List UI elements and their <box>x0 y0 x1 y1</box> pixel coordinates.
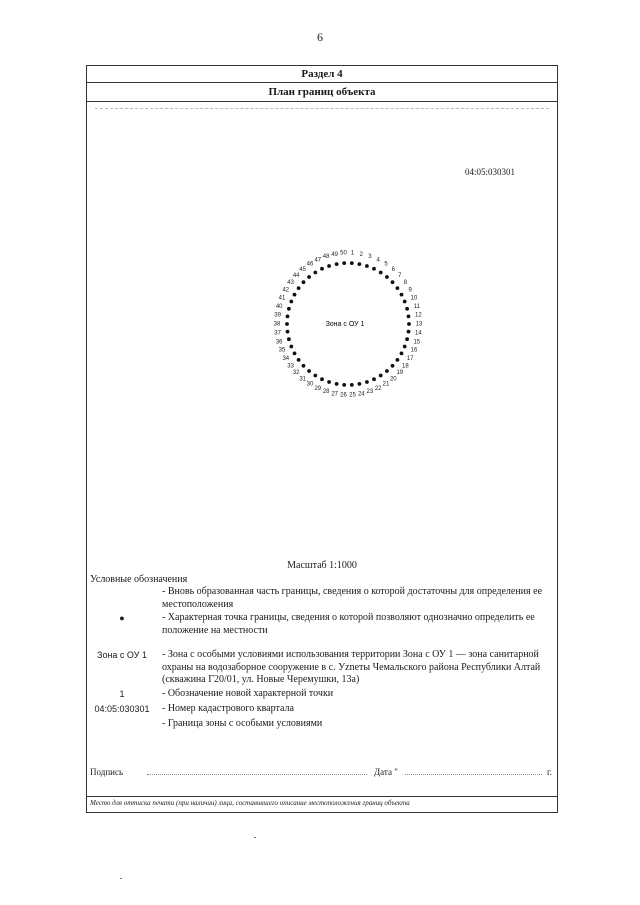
boundary-point <box>379 271 383 275</box>
boundary-point <box>335 382 339 386</box>
legend-text: - Обозначение новой характерной точки <box>162 688 334 699</box>
point-number-label: 43 <box>287 279 294 286</box>
plan-title: План границ объекта <box>87 83 557 102</box>
boundary-point <box>350 383 354 387</box>
point-number-label: 10 <box>410 295 418 302</box>
point-number-label: 50 <box>340 250 347 257</box>
point-number-label: 21 <box>382 381 390 388</box>
point-number-label: 37 <box>274 330 281 337</box>
point-number-label: 47 <box>314 257 322 264</box>
boundary-point <box>379 374 383 378</box>
point-number-label: 11 <box>413 303 420 310</box>
boundary-point <box>365 380 369 384</box>
point-number-label: 36 <box>275 339 283 346</box>
boundary-point <box>307 275 311 279</box>
boundary-point <box>313 374 317 378</box>
point-number-label: 1 <box>350 250 355 257</box>
scan-speck <box>120 878 122 879</box>
boundary-point <box>391 280 395 284</box>
point-number-label: 31 <box>299 376 307 383</box>
footer-divider <box>87 796 557 797</box>
date-label: Дата " <box>374 767 398 777</box>
point-number-label: 23 <box>366 389 374 396</box>
section-title: Раздел 4 <box>87 66 557 83</box>
signature-line <box>147 774 367 775</box>
legend-text: - Вновь образованная часть границы, сведения о которой достаточны для определения ее местоположения <box>162 586 543 610</box>
point-number-label: 28 <box>322 389 330 396</box>
boundary-point <box>372 377 376 381</box>
point-number-label: 49 <box>331 251 339 258</box>
boundary-point <box>396 358 400 362</box>
point-number-label: 25 <box>349 392 356 399</box>
date-line <box>405 774 542 775</box>
boundary-point <box>307 369 311 373</box>
point-number-label: 3 <box>368 254 372 261</box>
boundary-point <box>372 267 376 271</box>
legend-title: Условные обозначения <box>90 574 188 585</box>
point-number-label: 14 <box>415 330 422 337</box>
boundary-point <box>403 345 407 349</box>
legend-symbol: 04:05:030301 <box>94 704 150 714</box>
boundary-point <box>403 300 407 304</box>
stamp-place-caption: Место для оттиска печати (при наличии) лица, составившего описание местоположения границ объекта <box>90 799 410 807</box>
boundary-point <box>286 330 290 334</box>
boundary-point <box>407 330 411 334</box>
point-number-label: 48 <box>322 254 330 261</box>
boundary-point <box>342 261 346 265</box>
boundary-point <box>289 345 293 349</box>
boundary-point <box>287 307 291 311</box>
legend-text: - Номер кадастрового квартала <box>162 703 294 714</box>
boundary-point <box>313 271 317 275</box>
point-number-label: 19 <box>396 370 404 377</box>
boundary-point <box>342 383 346 387</box>
point-number-label: 29 <box>314 385 322 392</box>
boundary-point <box>285 322 289 326</box>
point-number-label: 40 <box>275 303 283 310</box>
boundary-point <box>320 377 324 381</box>
point-number-label: 15 <box>413 339 421 346</box>
boundary-point <box>400 352 404 356</box>
date-year-suffix: г. <box>547 767 552 777</box>
legend-text: - Граница зоны с особыми условиями <box>162 718 323 729</box>
point-number-label: 13 <box>415 321 423 328</box>
boundary-point <box>391 364 395 368</box>
point-number-label: 18 <box>402 363 409 370</box>
point-number-label: 46 <box>306 261 314 268</box>
boundary-point <box>365 264 369 268</box>
boundary-point <box>297 358 301 362</box>
point-number-label: 30 <box>306 381 314 388</box>
point-number-label: 9 <box>408 287 412 294</box>
zone-label: Зона с ОУ 1 <box>325 320 365 328</box>
boundary-point <box>385 275 389 279</box>
document-frame <box>86 65 558 813</box>
boundary-point <box>407 315 411 319</box>
point-number-label: 7 <box>398 272 402 279</box>
boundary-point <box>400 293 404 297</box>
point-number-label: 4 <box>376 257 380 264</box>
boundary-point <box>293 293 297 297</box>
boundary-point <box>327 264 331 268</box>
boundary-point <box>385 369 389 373</box>
point-number-label: 26 <box>340 392 347 399</box>
point-number-label: 22 <box>374 385 382 392</box>
boundary-plan <box>87 66 557 556</box>
point-number-label: 8 <box>403 279 408 286</box>
point-number-label: 5 <box>384 261 388 268</box>
boundary-point <box>302 364 306 368</box>
point-number-label: 44 <box>292 272 300 279</box>
boundary-point <box>302 280 306 284</box>
boundary-point <box>335 262 339 266</box>
point-number-label: 12 <box>415 312 422 319</box>
point-number-label: 27 <box>331 391 339 398</box>
boundary-point <box>287 337 291 341</box>
boundary-point <box>396 286 400 290</box>
boundary-point <box>405 307 409 311</box>
point-number-label: 33 <box>287 363 294 370</box>
boundary-point <box>293 352 297 356</box>
legend-symbol: 1 <box>119 689 125 699</box>
scan-speck <box>254 837 256 838</box>
scale-text: Масштаб 1:1000 <box>287 560 357 571</box>
point-number-label: 16 <box>410 347 418 354</box>
point-number-label: 17 <box>406 355 414 362</box>
point-number-label: 24 <box>357 391 365 398</box>
signature-label: Подпись <box>90 767 124 777</box>
point-number-label: 38 <box>273 321 281 328</box>
point-number-label: 39 <box>274 312 281 319</box>
boundary-point <box>358 382 362 386</box>
boundary-point <box>405 337 409 341</box>
legend-text: - Зона с особыми условиями использования территории Зона с ОУ 1 — зона санитарной охраны на водозаборное сооружение в с. Уznеты Чемальского района Республики Алтай (скважина Г20/01, ул. Новые Черемушки, 13а) <box>162 649 541 685</box>
point-number-label: 35 <box>278 347 286 354</box>
point-number-label: 2 <box>359 251 363 258</box>
point-number-label: 6 <box>391 266 395 273</box>
boundary-point <box>289 300 293 304</box>
boundary-point <box>350 261 354 265</box>
legend-text: - Характерная точка границы, сведения о которой позволяют однозначно определить ее положение на местности <box>162 612 535 636</box>
point-number-label: 42 <box>282 287 290 294</box>
cadastral-quarter-label: 04:05:030301 <box>464 167 515 177</box>
point-number-label: 32 <box>292 370 300 377</box>
point-number-label: 45 <box>299 266 307 273</box>
boundary-point <box>320 267 324 271</box>
point-number-label: 41 <box>278 295 286 302</box>
boundary-point <box>286 315 290 319</box>
point-number-label: 20 <box>389 376 397 383</box>
point-marker-icon: ● <box>119 613 125 623</box>
boundary-point <box>407 322 411 326</box>
legend-symbol: Зона с ОУ 1 <box>97 650 147 660</box>
boundary-point <box>327 380 331 384</box>
point-number-label: 34 <box>282 355 290 362</box>
boundary-point <box>297 286 301 290</box>
boundary-point <box>358 262 362 266</box>
page-number: 6 <box>317 30 323 44</box>
